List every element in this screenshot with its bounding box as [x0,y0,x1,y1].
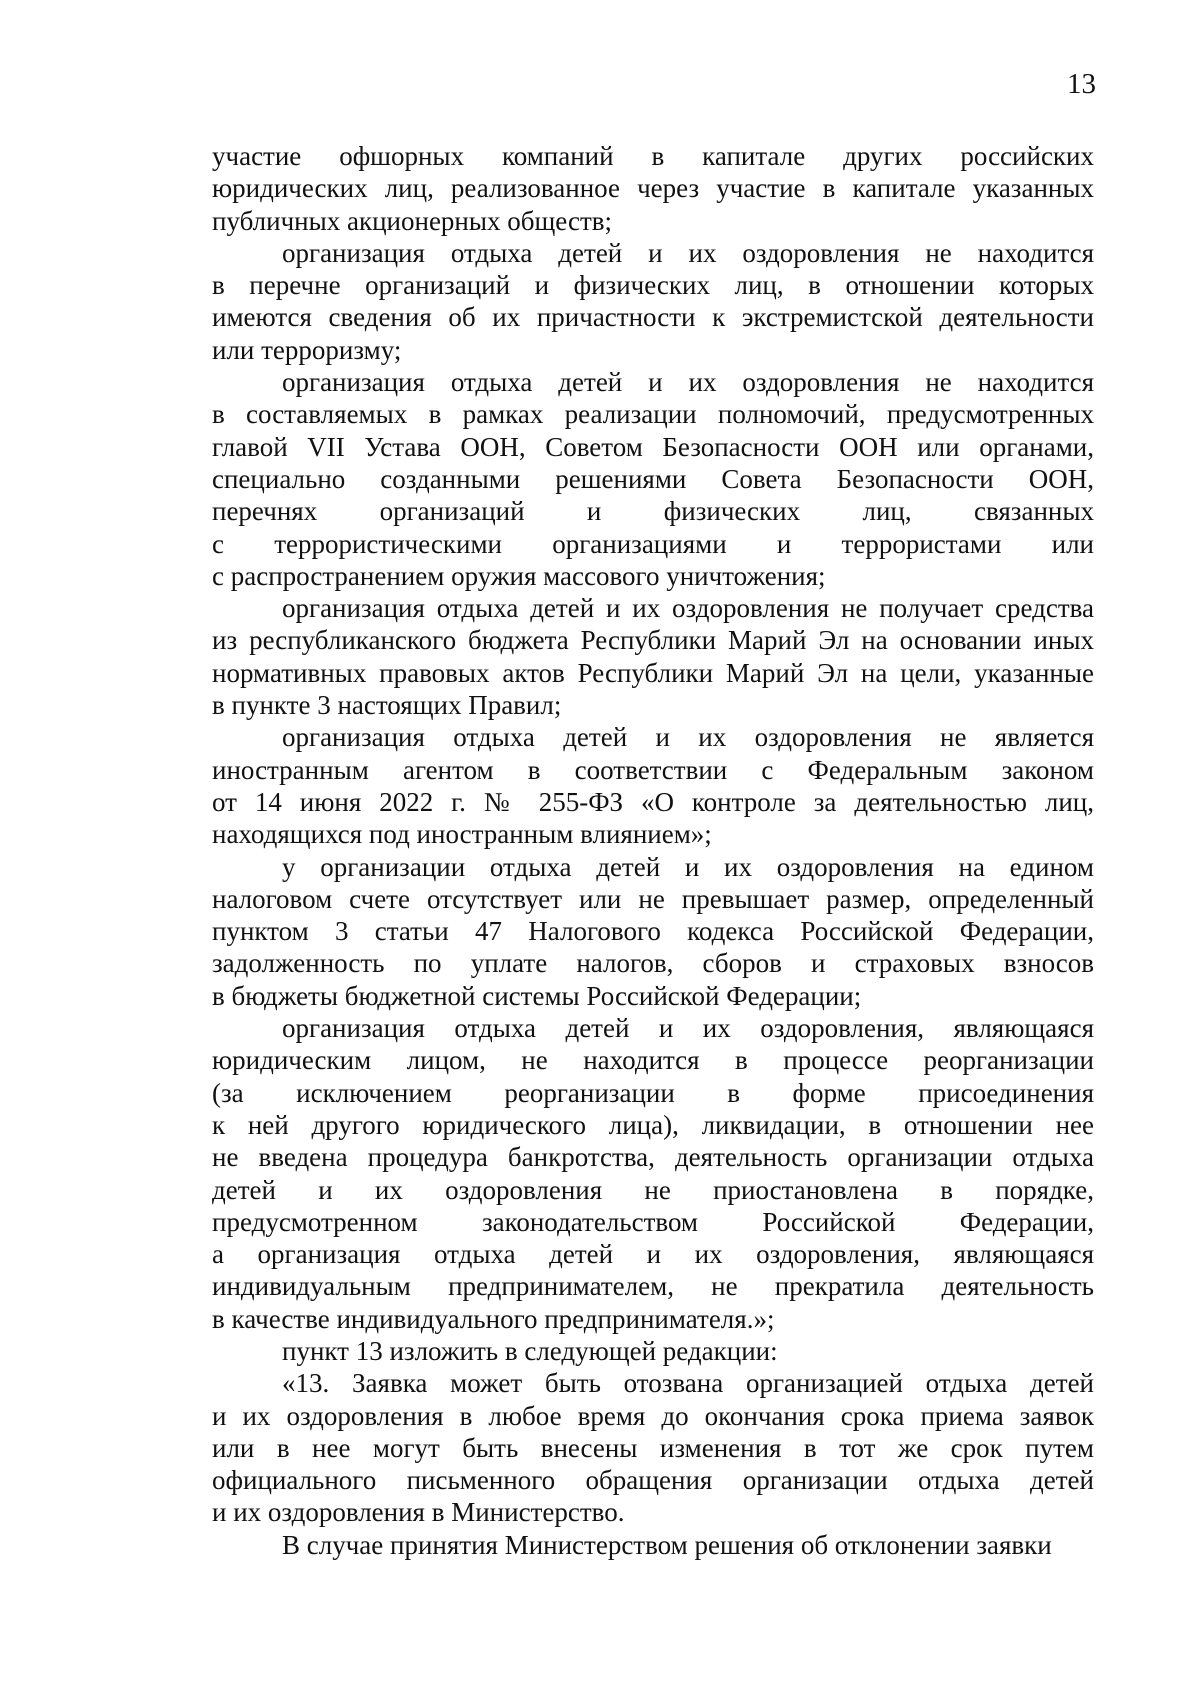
paragraph [212,1367,1094,1528]
text-line: пункт 13 изложить в следующей редакции: [282,1335,778,1366]
text-line: иностранным агентом в соответствии с Федеральным законом [212,754,1094,785]
text-line: в пункте 3 настоящих Правил; [212,690,562,721]
page-number: 13 [1067,68,1096,100]
document-body [212,140,1094,1561]
paragraph [212,1012,1094,1335]
text-line: специально созданными решениями Совета Безопасности ООН, [212,463,1094,494]
text-line: с террористическими организациями и террористами или [212,528,1094,559]
paragraph [212,721,1094,850]
paragraph [212,1529,1094,1561]
text-line: с распространением оружия массового уничтожения; [212,560,826,591]
text-line: организация отдыха детей и их оздоровления не находится [282,237,1094,268]
text-line: В случае принятия Министерством решения об отклонении заявки [282,1529,1052,1560]
text-line: организация отдыха детей и их оздоровления не является [282,722,1094,753]
text-line: или в нее могут быть внесены изменения в тот же срок путем [212,1432,1094,1463]
text-line: организация отдыха детей и их оздоровления, являющаяся [282,1013,1094,1044]
text-line: нормативных правовых актов Республики Марий Эл на цели, указанные [212,657,1094,688]
text-line: юридическим лицом, не находится в процессе реорганизации [212,1045,1094,1076]
paragraph [212,851,1094,1012]
text-line: в качестве индивидуального предпринимателя.»; [212,1303,775,1334]
text-line: в перечне организаций и физических лиц, в отношении которых [212,270,1094,301]
text-line: в бюджеты бюджетной системы Российской Федерации; [212,980,862,1011]
text-line: в составляемых в рамках реализации полномочий, предусмотренных [212,399,1094,430]
text-line: у организации отдыха детей и их оздоровления на едином [282,851,1094,882]
text-line: налоговом счете отсутствует или не превышает размер, определенный [212,883,1094,914]
paragraph [212,140,1094,237]
text-line: перечнях организаций и физических лиц, связанных [212,496,1094,527]
text-line: пунктом 3 статьи 47 Налогового кодекса Российской Федерации, [212,916,1094,947]
text-line: к ней другого юридического лица), ликвидации, в отношении нее [212,1109,1094,1140]
paragraph [212,366,1094,592]
text-line: индивидуальным предпринимателем, не прекратила деятельность [212,1271,1094,1302]
paragraph [212,1335,1094,1367]
text-line: организация отдыха детей и их оздоровления не находится [282,367,1094,398]
text-line: участие офшорных компаний в капитале других российских [212,141,1094,171]
text-line: (за исключением реорганизации в форме присоединения [212,1077,1094,1108]
text-line: от 14 июня 2022 г. № 255-ФЗ «О контроле за деятельностью лиц, [212,786,1094,817]
text-line: а организация отдыха детей и их оздоровления, являющаяся [212,1239,1094,1270]
text-line: и их оздоровления в Министерство. [212,1497,625,1528]
text-line: организация отдыха детей и их оздоровления не получает средства [282,593,1094,624]
text-line: юридических лиц, реализованное через участие в капитале указанных [212,173,1094,204]
text-line: публичных акционерных обществ; [212,205,612,236]
text-line: детей и их оздоровления не приостановлена в порядке, [212,1174,1094,1205]
text-line: главой VII Устава ООН, Советом Безопасности ООН или органами, [212,431,1094,462]
text-line: «13. Заявка может быть отозвана организацией отдыха детей [282,1368,1094,1399]
text-line: не введена процедура банкротства, деятельность организации отдыха [212,1142,1094,1173]
paragraph [212,592,1094,721]
text-line: и их оздоровления в любое время до окончания срока приема заявок [212,1400,1094,1431]
text-line: имеются сведения об их причастности к экстремистской деятельности [212,302,1094,333]
text-line: из республиканского бюджета Республики Марий Эл на основании иных [212,625,1094,656]
paragraph [212,237,1094,366]
text-line: официального письменного обращения организации отдыха детей [212,1465,1094,1496]
text-line: или терроризму; [212,334,402,365]
text-line: задолженность по уплате налогов, сборов и страховых взносов [212,948,1094,979]
text-line: предусмотренном законодательством Российской Федерации, [212,1206,1094,1237]
text-line: находящихся под иностранным влиянием»; [212,819,712,850]
